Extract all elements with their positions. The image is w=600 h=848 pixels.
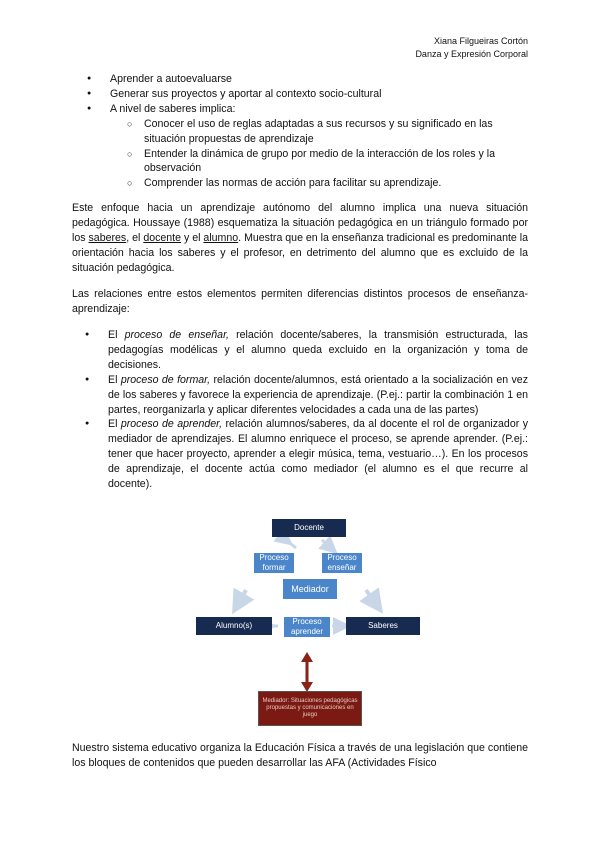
text-run: y el xyxy=(181,231,204,244)
proceso-aprender-box: Proceso aprender xyxy=(284,617,330,637)
text-run: El xyxy=(108,373,121,386)
mediation-situations-box: Mediador: Situaciones pedagógicas propuestas y comunicaciones en juego xyxy=(258,691,362,726)
alumno-link-text: alumno xyxy=(203,231,239,244)
process-item-formar xyxy=(108,373,528,418)
double-arrow-head-down xyxy=(301,682,313,692)
text-run: , el xyxy=(126,231,144,244)
process-item-ensenar xyxy=(108,328,528,373)
docente-box: Docente xyxy=(272,519,346,537)
sub-list-item: ○ Entender la dinámica de grupo por medio de la interacción de los roles y la observación xyxy=(144,147,528,177)
process-term: proceso de formar, xyxy=(120,373,211,386)
text-run: relación alumnos/saberes, da al docente el rol de organizador y mediador de aprendizajes. El alumno enriquece el proceso, se aprende aprender. (P.ej.: tener que hacer proyecto, aprender a elegir música, tema, vestuario…). En los procesos de aprendizaje, el docente actúa como mediador (el alumno es el que recurre al docente). xyxy=(108,418,528,491)
list-item: ● Aprender a autoevaluarse xyxy=(110,72,528,87)
proceso-ensenar-box: Proceso enseñar xyxy=(322,553,362,573)
paragraph-houssaye xyxy=(72,201,528,276)
docente-link-text: docente xyxy=(143,231,182,244)
text-run: El xyxy=(108,329,125,341)
header-subject: Danza y Expresión Corporal xyxy=(415,49,528,59)
paragraph-text: Las relaciones entre estos elementos permiten diferencias distintos procesos de enseñanza-aprendizaje: xyxy=(72,288,528,315)
paragraph-sistema-educativo xyxy=(72,741,528,771)
process-term: proceso de enseñar, xyxy=(124,329,229,341)
text-run: Este enfoque hacia un aprendizaje autónomo del alumno implica una nueva situación pedagógica. Houssaye (1988) esquematiza la situación pedagógica en un triángulo formado por los xyxy=(72,202,528,244)
process-list xyxy=(72,328,528,492)
text-run: . Muestra que en la enseñanza tradicional es predominante la orientación hacia los saberes y el profesor, en detrimento del alumno que es excluido de la situación pedagógica. xyxy=(72,231,529,274)
text-run: El xyxy=(108,418,121,431)
double-arrow-head-up xyxy=(301,652,313,662)
goals-list xyxy=(72,72,528,191)
sub-list-item: ○ Conocer el uso de reglas adaptadas a sus recursos y su significado en las situación propuestas de aprendizaje xyxy=(144,117,528,147)
mediador-box: Mediador xyxy=(283,579,337,599)
arrow-ensenar xyxy=(322,540,331,548)
page-header xyxy=(415,35,528,61)
list-item: ● Generar sus proyectos y aportar al contexto socio-cultural xyxy=(110,87,528,102)
list-item-text: A nivel de saberes implica: xyxy=(110,102,236,115)
list-item xyxy=(110,102,528,117)
saberes-box: Saberes xyxy=(346,617,420,635)
arrow-to-alumnos xyxy=(238,590,246,604)
process-term: proceso de aprender, xyxy=(120,418,223,431)
text-run: relación docente/saberes, la transmisión estructurada, las pedagogías modélicas y el alumno queda excluido en la organización y toma de decisiones. xyxy=(108,329,528,371)
proceso-formar-box: Proceso formar xyxy=(254,553,294,573)
paragraph-relaciones xyxy=(72,287,528,317)
alumnos-box: Alumno(s) xyxy=(196,617,272,635)
sub-list-item: ○ Comprender las normas de acción para facilitar su aprendizaje. xyxy=(144,176,528,191)
arrow-formar-up xyxy=(286,540,296,548)
saberes-link-text: saberes xyxy=(88,231,127,244)
header-author: Xiana Filgueiras Cortón xyxy=(433,36,528,46)
paragraph-text: Nuestro sistema educativo organiza la Educación Física a través de una legislación que contiene los bloques de contenidos que pueden desarrollar las AFA (Actividades Físico xyxy=(72,742,528,769)
arrow-to-saberes xyxy=(366,590,376,604)
text-run: relación docente/alumnos, está orientado a la socialización en vez de los saberes y favorece la experiencia de aprendizaje. (P.ej.: partir la combinación 1 en partes, reorganizarla y aplicar diferentes velocidades a cada una de las partes) xyxy=(108,373,528,416)
process-item-aprender xyxy=(108,417,528,492)
